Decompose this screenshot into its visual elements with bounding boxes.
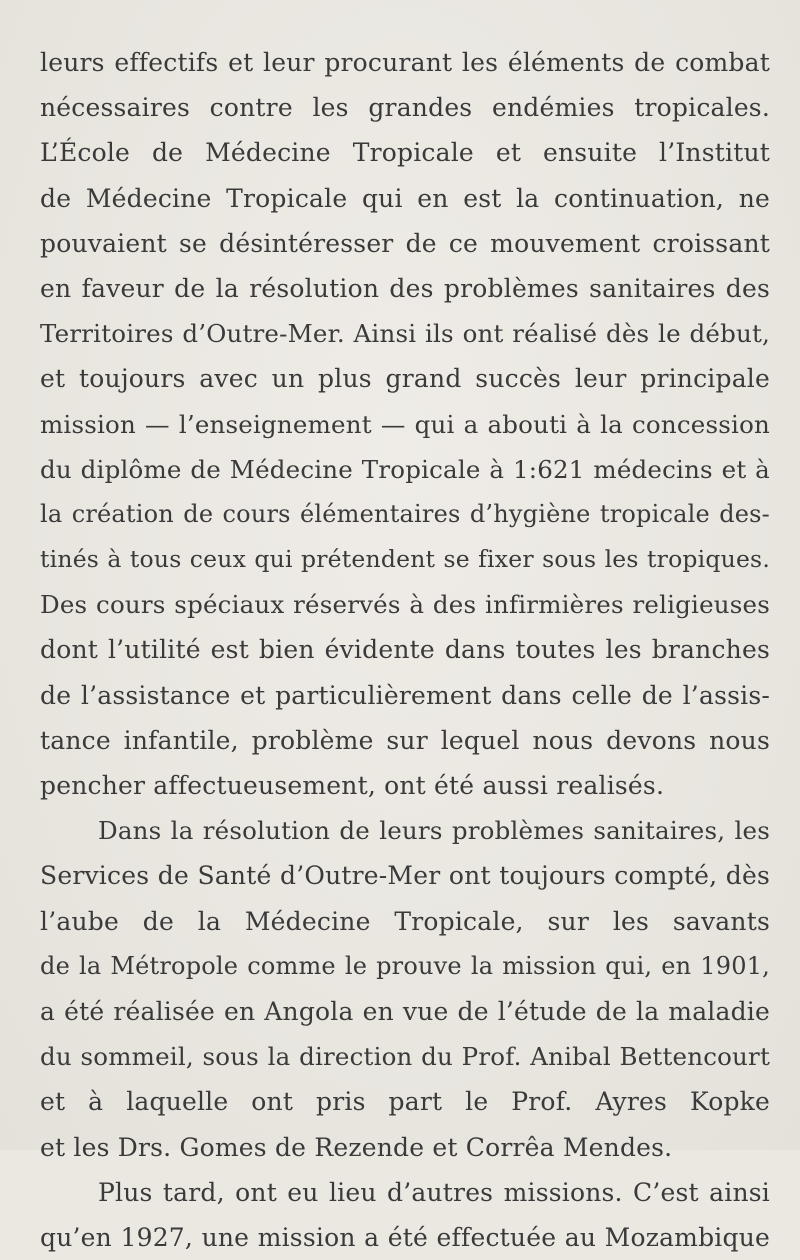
text-line: nécessaires contre les grandes endémies tropicales.	[40, 93, 770, 123]
text-line: Des cours spéciaux réservés à des infirmières religieuses	[40, 590, 770, 620]
text-line: du sommeil, sous la direction du Prof. Anibal Bettencourt	[40, 1042, 770, 1072]
paragraph-end-line: et les Drs. Gomes de Rezende et Corrêa Mendes.	[40, 1132, 673, 1162]
text-line: qu’en 1927, une mission a été effectuée au Mozambique	[40, 1222, 770, 1252]
text-line: la création de cours élémentaires d’hygiène tropicale des-	[40, 499, 770, 528]
paragraph-start-line: Dans la résolution de leurs problèmes sanitaires, les	[98, 816, 770, 846]
text-line: en faveur de la résolution des problèmes sanitaires des	[40, 273, 770, 303]
text-line: mission — l’enseignement — qui a abouti à la concession	[40, 409, 770, 439]
text-line: de Médecine Tropicale qui en est la continuation, ne	[40, 183, 770, 213]
text-line: a été réalisée en Angola en vue de l’étude de la maladie	[40, 996, 770, 1026]
text-line: leurs effectifs et leur procurant les éléments de combat	[40, 48, 770, 77]
text-line: de l’assistance et particulièrement dans celle de l’assis-	[40, 680, 770, 710]
paragraph-end-line: pencher affectueusement, ont été aussi realisés.	[40, 771, 665, 800]
text-line: pouvaient se désintéresser de ce mouvement croissant	[40, 228, 770, 258]
text-line: et à laquelle ont pris part le Prof. Ayres Kopke	[40, 1087, 770, 1117]
text-line: Services de Santé d’Outre-Mer ont toujours compté, dès	[40, 861, 770, 891]
paragraph-start-line: Plus tard, ont eu lieu d’autres missions. C’est ainsi	[98, 1177, 770, 1207]
text-line: tance infantile, problème sur lequel nous devons nous	[40, 725, 770, 755]
text-line: L’École de Médecine Tropicale et ensuite l’Institut	[40, 138, 770, 168]
body-text	[40, 40, 770, 1260]
text-line: de la Métropole comme le prouve la mission qui, en 1901,	[40, 951, 770, 980]
text-line: dont l’utilité est bien évidente dans toutes les branches	[40, 635, 770, 665]
text-line: tinés à tous ceux qui prétendent se fixer sous les tropiques.	[40, 545, 770, 574]
text-line: Territoires d’Outre-Mer. Ainsi ils ont réalisé dès le début,	[40, 319, 770, 349]
text-line: et toujours avec un plus grand succès leur principale	[40, 364, 770, 394]
text-line: du diplôme de Médecine Tropicale à 1:621 médecins et à	[40, 454, 770, 484]
text-line: l’aube de la Médecine Tropicale, sur les savants	[40, 906, 770, 936]
